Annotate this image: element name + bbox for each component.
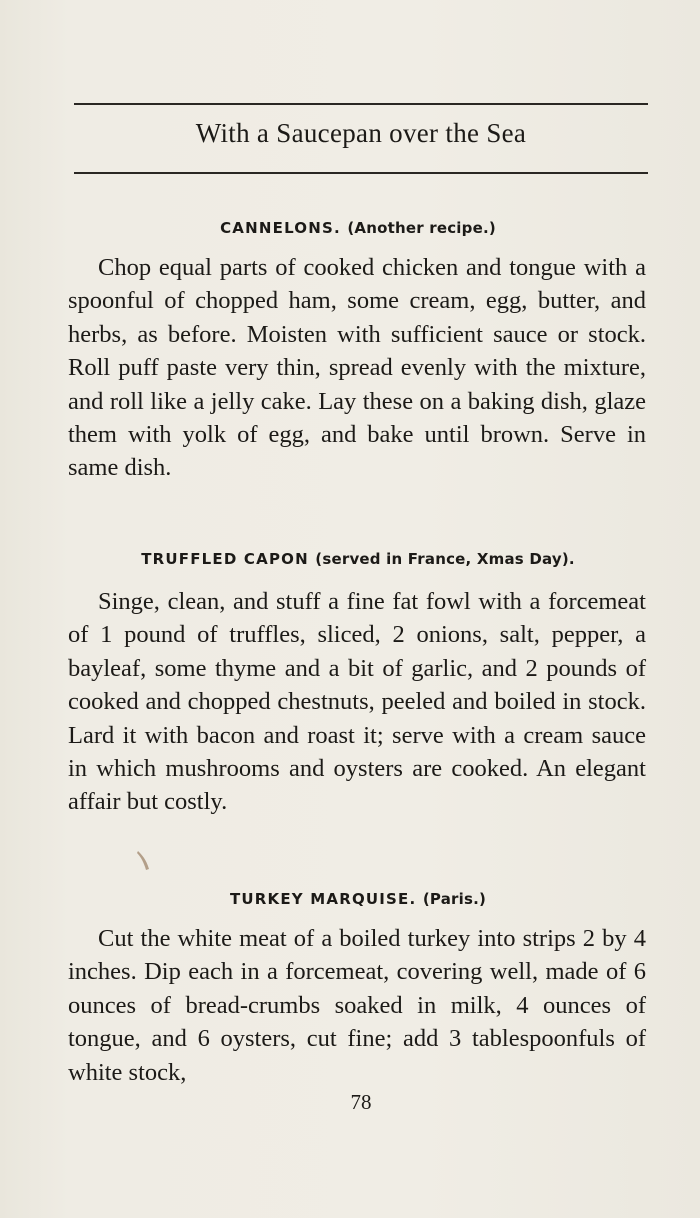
recipe-body: Chop equal parts of cooked chicken and tongue with a spoonful of chopped ham, some cream, egg, butter, and herbs, as before. Moisten with sufficient sauce or stock. Roll puff paste very thin, spread evenly with the mixture, and roll like a jelly cake. Lay these on a baking dish, glaze them with yolk of egg, and bake until brown. Serve in same dish.	[68, 254, 646, 482]
running-head: With a Saucepan over the Sea	[195, 118, 527, 148]
recipe-title	[70, 550, 646, 568]
recipe-title-text: TRUFFLED CAPON	[141, 550, 309, 568]
recipe-title-text: TURKEY MARQUISE.	[229, 890, 417, 908]
paper-speck	[136, 849, 152, 873]
recipe-title	[70, 890, 646, 908]
header-rule-bottom	[74, 172, 648, 174]
recipe-title-note: (Another recipe.)	[347, 219, 496, 237]
recipe-title-note: (Paris.)	[422, 890, 487, 908]
recipe-body: Cut the white meat of a boiled turkey into strips 2 by 4 inches. Dip each in a forcemeat, covering well, made of 6 ounces of bread-crumbs soaked in milk, 4 ounces of tongue, and 6 oysters, cut fine; add 3 tablespoonfuls of white stock,	[68, 925, 646, 1086]
recipe-title-note: (served in France, Xmas Day).	[315, 550, 575, 568]
recipe-title	[70, 219, 646, 237]
page-number: 78	[350, 1090, 372, 1114]
recipe-body: Singe, clean, and stuff a fine fat fowl with a forcemeat of 1 pound of truffles, sliced, 2 onions, salt, pepper, a bayleaf, some thyme and a bit of garlic, and 2 pounds of cooked and chopped chestnuts, peeled and boiled in stock. Lard it with bacon and roast it; serve with a cream sauce in which mushrooms and oysters are cooked. An elegant affair but costly.	[68, 588, 646, 816]
header-rule-top	[74, 103, 648, 105]
recipe-title-text: CANNELONS.	[220, 219, 341, 237]
